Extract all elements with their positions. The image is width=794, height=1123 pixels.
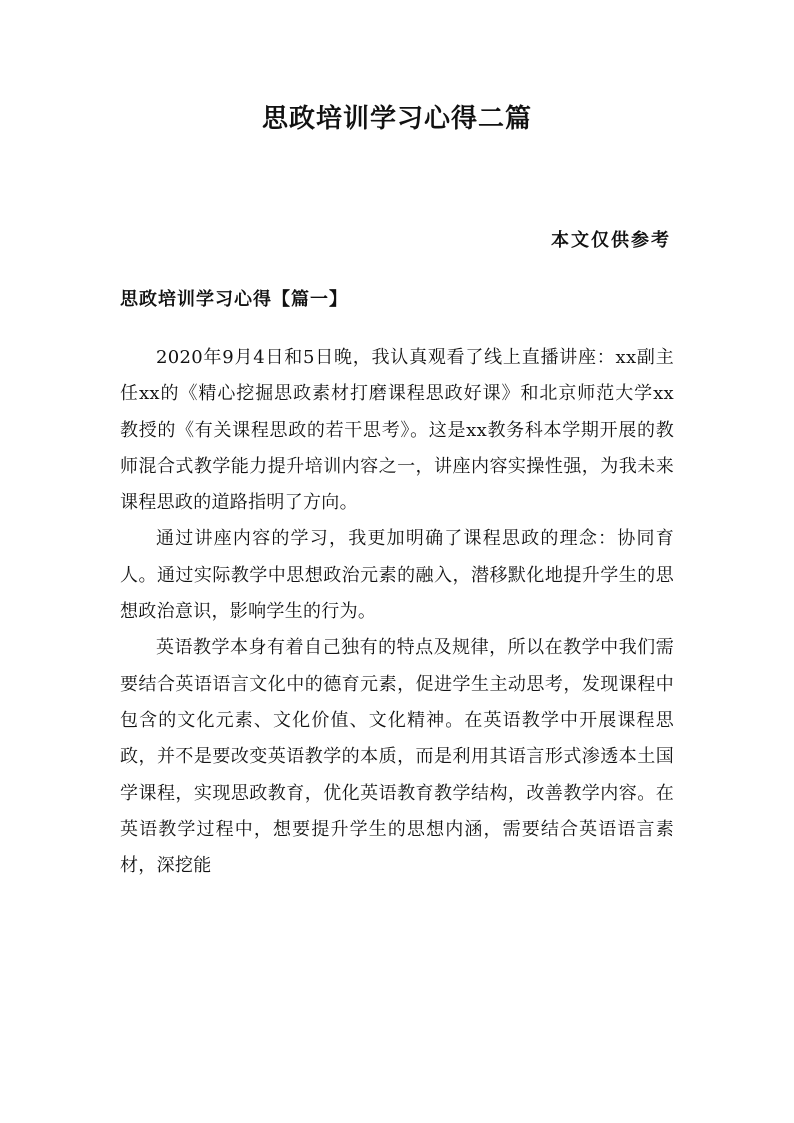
paragraph-2: 通过讲座内容的学习，我更加明确了课程思政的理念：协同育人。通过实际教学中思想政治元素的融入，潜移默化地提升学生的思想政治意识，影响学生的行为。 [120, 528, 674, 623]
section-heading: 思政培训学习心得【篇一】 [120, 289, 348, 310]
paragraph-3: 英语教学本身有着自己独有的特点及规律，所以在教学中我们需要结合英语语言文化中的德育元素，促进学生主动思考，发现课程中包含的文化元素、文化价值、文化精神。在英语教学中开展课程思政，并不是要改变英语教学的本质，而是利用其语言形式渗透本土国学课程，实现思政教育，优化英语教育教学结构，改善教学内容。在英语教学过程中，想要提升学生的思想内涵，需要结合英语语言素材，深挖能 [120, 637, 674, 877]
document-title: 思政培训学习心得二篇 [261, 104, 532, 134]
body-text [120, 340, 674, 884]
paragraph-1: 2020年9月4日和5日晚，我认真观看了线上直播讲座：xx副主任xx的《精心挖掘思政素材打磨课程思政好课》和北京师范大学xx教授的《有关课程思政的若干思考》。这是xx教务科本学期开展的教师混合式教学能力提升培训内容之一，讲座内容实操性强，为我未来课程思政的道路指明了方向。 [120, 347, 674, 514]
reference-note: 本文仅供参考 [551, 230, 671, 251]
